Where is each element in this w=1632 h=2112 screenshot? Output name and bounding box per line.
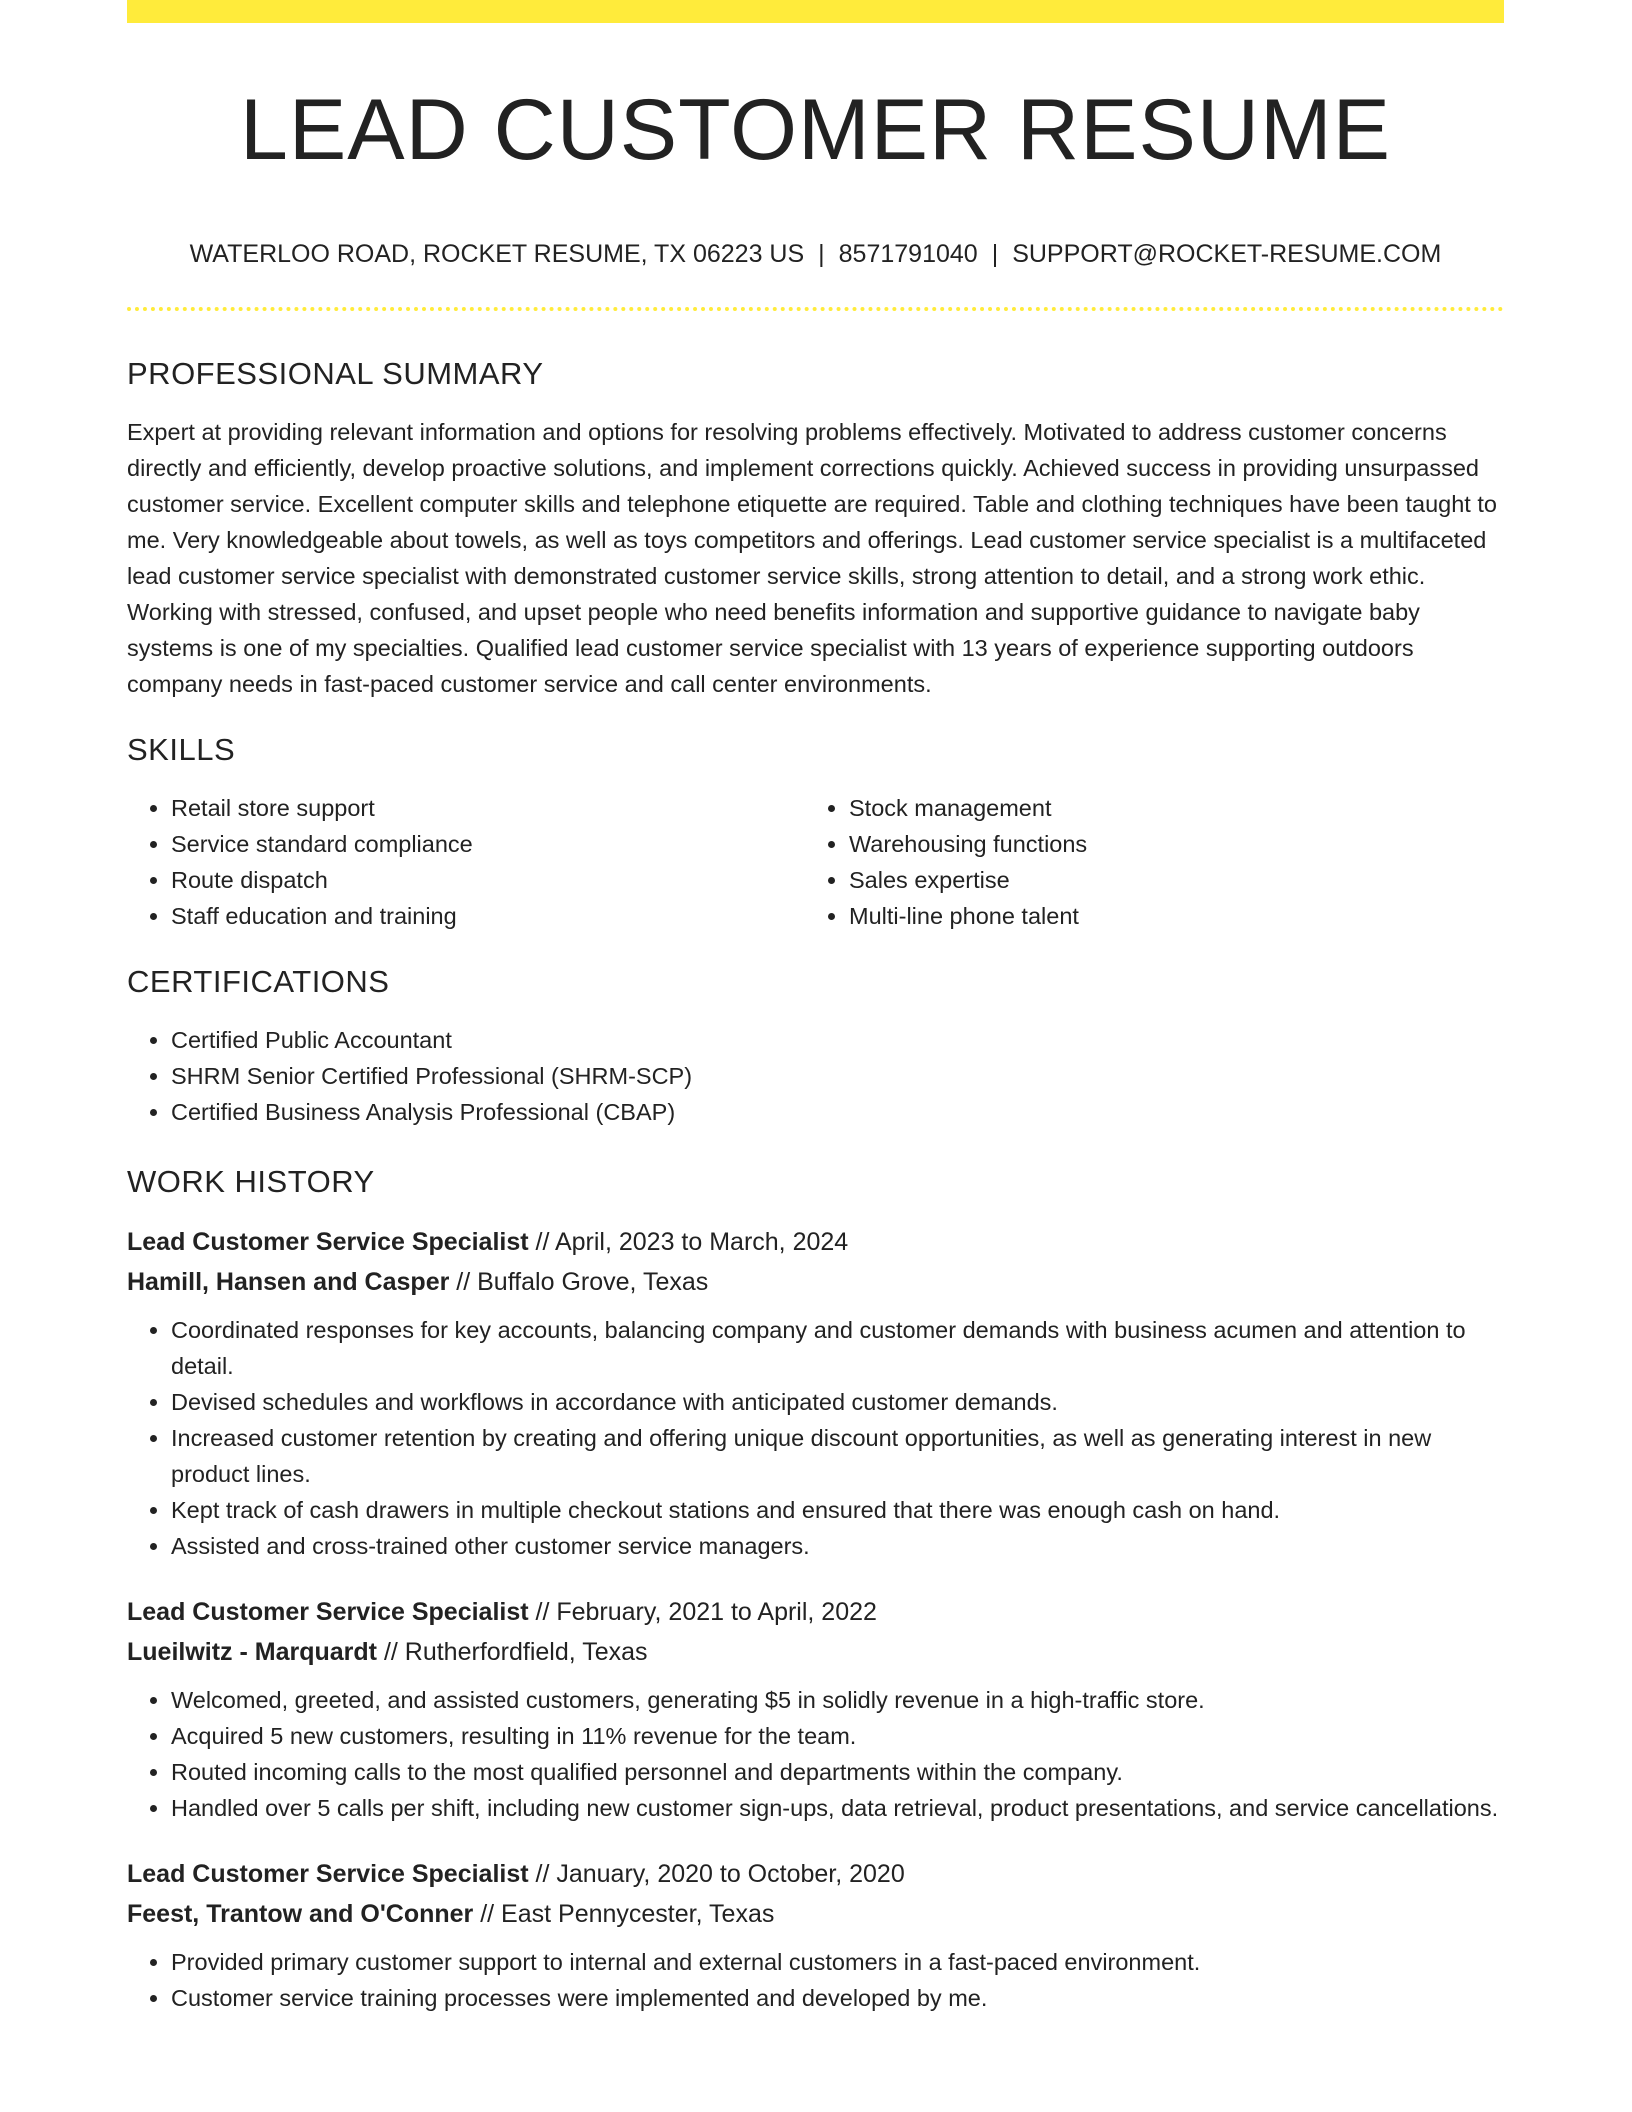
job-location: // Rutherfordfield, Texas xyxy=(377,1638,648,1666)
job-title-line xyxy=(127,1854,1504,1894)
skills-list-right xyxy=(805,790,1548,934)
job-bullet: • Kept track of cash drawers in multiple checkout stations and ensured that there was enough cash on hand. xyxy=(171,1492,1504,1528)
certifications-heading: CERTIFICATIONS xyxy=(127,964,390,999)
job-bullets xyxy=(127,1944,1504,2016)
dotted-divider xyxy=(127,307,1504,311)
contact-separator: | xyxy=(818,240,825,268)
contact-line xyxy=(127,236,1504,272)
skill-item: • Route dispatch xyxy=(171,862,805,898)
job-bullet: • Increased customer retention by creating and offering unique discount opportunities, as well as generating interest in new product lines. xyxy=(171,1420,1504,1492)
certifications-section xyxy=(127,960,1504,1130)
summary-heading: PROFESSIONAL SUMMARY xyxy=(127,356,544,391)
certification-item: • Certified Business Analysis Professional (CBAP) xyxy=(171,1094,1504,1130)
job-location: // Buffalo Grove, Texas xyxy=(449,1268,709,1296)
job-entry xyxy=(127,1222,1504,1564)
job-role: Lead Customer Service Specialist xyxy=(127,1860,529,1888)
job-entry xyxy=(127,1592,1504,1826)
job-bullet: • Handled over 5 calls per shift, including new customer sign-ups, data retrieval, product presentations, and service cancellations. xyxy=(171,1790,1504,1826)
contact-address: WATERLOO ROAD, ROCKET RESUME, TX 06223 US xyxy=(189,240,805,268)
job-location: // East Pennycester, Texas xyxy=(473,1900,775,1928)
certification-item: • SHRM Senior Certified Professional (SHRM-SCP) xyxy=(171,1058,1504,1094)
job-bullet: • Acquired 5 new customers, resulting in 11% revenue for the team. xyxy=(171,1718,1504,1754)
job-bullets xyxy=(127,1312,1504,1564)
skills-heading: SKILLS xyxy=(127,732,236,767)
job-bullet: • Provided primary customer support to internal and external customers in a fast-paced environment. xyxy=(171,1944,1504,1980)
page-title: LEAD CUSTOMER RESUME xyxy=(240,82,1391,178)
job-role: Lead Customer Service Specialist xyxy=(127,1228,529,1256)
skills-list-left xyxy=(127,790,805,934)
job-company-line xyxy=(127,1632,1504,1672)
job-bullets xyxy=(127,1682,1504,1826)
job-dates: // January, 2020 to October, 2020 xyxy=(528,1860,905,1888)
job-company-line xyxy=(127,1262,1504,1302)
skill-item: • Warehousing functions xyxy=(849,826,1548,862)
contact-separator: | xyxy=(991,240,999,268)
contact-phone: 8571791040 xyxy=(838,240,978,268)
skill-item: • Sales expertise xyxy=(849,862,1548,898)
job-dates: // February, 2021 to April, 2022 xyxy=(528,1598,877,1626)
certifications-list xyxy=(127,1022,1504,1130)
job-role: Lead Customer Service Specialist xyxy=(127,1598,529,1626)
skill-item: • Retail store support xyxy=(171,790,805,826)
job-company: Feest, Trantow and O'Conner xyxy=(127,1900,474,1928)
resume-body xyxy=(127,352,1504,2044)
work-history-section xyxy=(127,1160,1504,2016)
job-dates: // April, 2023 to March, 2024 xyxy=(528,1228,849,1256)
skills-section xyxy=(127,728,1504,934)
work-history-heading: WORK HISTORY xyxy=(127,1164,375,1199)
skills-columns xyxy=(127,790,1504,934)
job-company: Lueilwitz - Marquardt xyxy=(127,1638,377,1666)
job-bullet: • Customer service training processes were implemented and developed by me. xyxy=(171,1980,1504,2016)
job-entry xyxy=(127,1854,1504,2016)
skill-item: • Staff education and training xyxy=(171,898,805,934)
job-bullet: • Welcomed, greeted, and assisted customers, generating $5 in solidly revenue in a high-traffic store. xyxy=(171,1682,1504,1718)
contact-email: SUPPORT@ROCKET-RESUME.COM xyxy=(1012,240,1442,268)
certification-item: • Certified Public Accountant xyxy=(171,1022,1504,1058)
job-bullet: • Devised schedules and workflows in accordance with anticipated customer demands. xyxy=(171,1384,1504,1420)
job-title-line xyxy=(127,1592,1504,1632)
skill-item: • Stock management xyxy=(849,790,1548,826)
summary-section xyxy=(127,352,1504,702)
job-bullet: • Coordinated responses for key accounts, balancing company and customer demands with business acumen and attention to detail. xyxy=(171,1312,1504,1384)
job-company: Hamill, Hansen and Casper xyxy=(127,1268,450,1296)
skill-item: • Service standard compliance xyxy=(171,826,805,862)
summary-text: Expert at providing relevant information and options for resolving problems effectively. Motivated to address customer concerns directly and efficiently, develop proactive solutions, and implement corrections quickly. Achieved success in providing unsurpassed customer service. Excellent computer skills and telephone etiquette are required. Table and clothing techniques have been taught to me. Very knowledgeable about towels, as well as toys competitors and offerings. Lead customer service specialist is a multifaceted lead customer service specialist with demonstrated customer service skills, strong attention to detail, and a strong work ethic. Working with stressed, confused, and upset people who need benefits information and supportive guidance to navigate baby systems is one of my specialties. Qualified lead customer service specialist with 13 years of experience supporting outdoors company needs in fast-paced customer service and call center environments. xyxy=(127,419,1497,697)
job-bullet: • Assisted and cross-trained other customer service managers. xyxy=(171,1528,1504,1564)
job-company-line xyxy=(127,1894,1504,1934)
accent-bar xyxy=(127,0,1504,23)
job-bullet: • Routed incoming calls to the most qualified personnel and departments within the company. xyxy=(171,1754,1504,1790)
skill-item: • Multi-line phone talent xyxy=(849,898,1548,934)
job-title-line xyxy=(127,1222,1504,1262)
